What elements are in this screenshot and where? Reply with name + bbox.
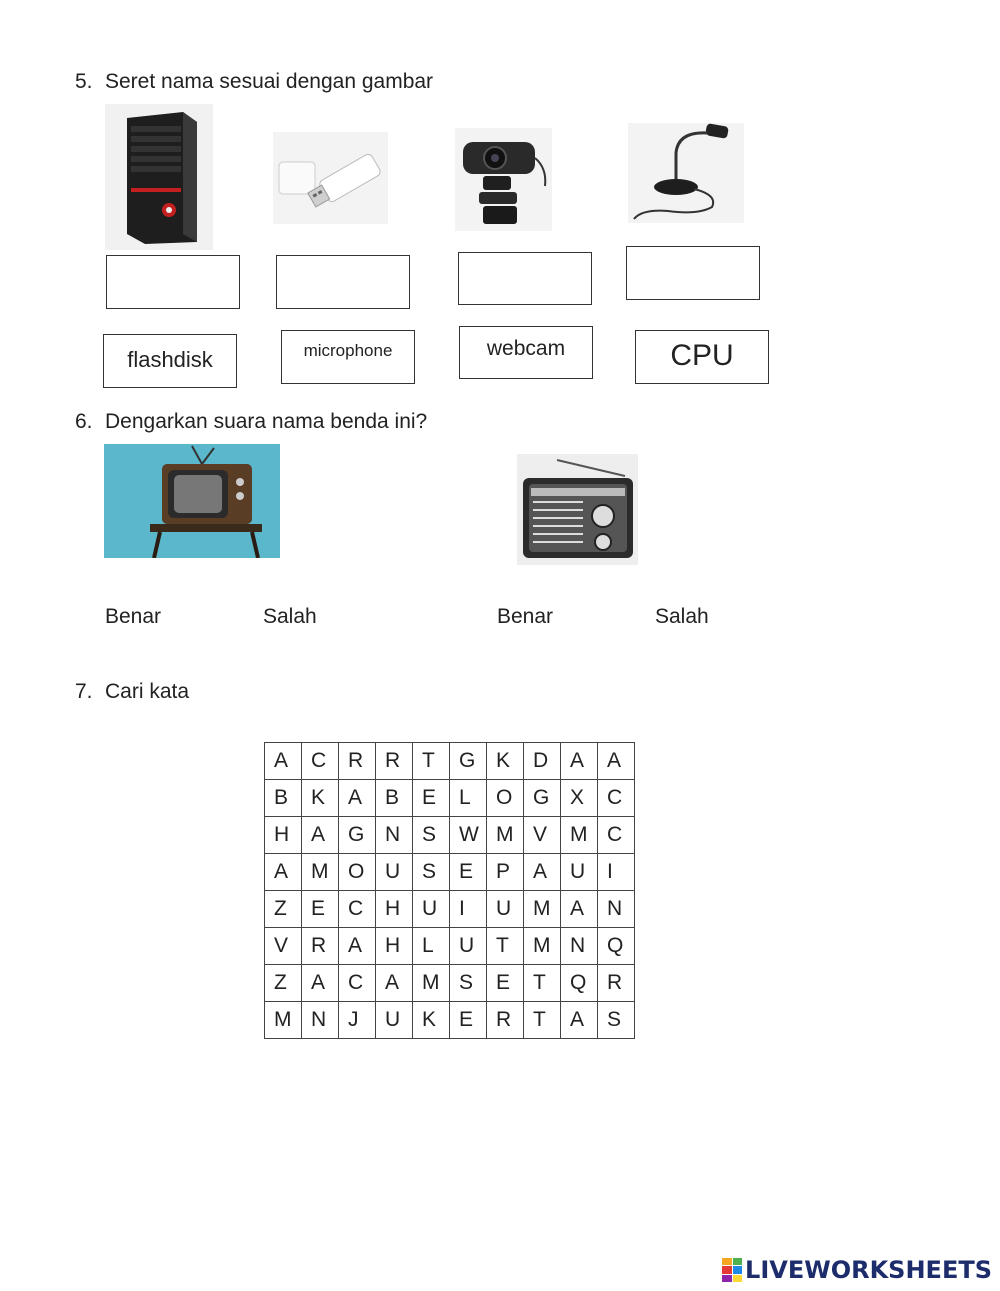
grid-cell[interactable]: C: [339, 965, 376, 1002]
grid-cell[interactable]: L: [450, 780, 487, 817]
logo-text: LIVEWORKSHEETS: [745, 1256, 992, 1284]
webcam-icon: [455, 128, 552, 231]
grid-cell[interactable]: Z: [265, 891, 302, 928]
grid-cell[interactable]: K: [302, 780, 339, 817]
grid-cell[interactable]: I: [598, 854, 635, 891]
grid-cell[interactable]: U: [450, 928, 487, 965]
grid-row: [265, 817, 635, 854]
grid-cell[interactable]: N: [598, 891, 635, 928]
grid-cell[interactable]: N: [376, 817, 413, 854]
q7-prompt: Cari kata: [105, 680, 190, 703]
chip-webcam[interactable]: [459, 326, 593, 379]
grid-cell[interactable]: Q: [598, 928, 635, 965]
grid-cell[interactable]: W: [450, 817, 487, 854]
grid-row: [265, 743, 635, 780]
grid-cell[interactable]: Q: [561, 965, 598, 1002]
q5-prompt: Seret nama sesuai dengan gambar: [105, 70, 434, 93]
grid-cell[interactable]: R: [487, 1002, 524, 1039]
cpu-tower-icon: [105, 104, 213, 250]
grid-cell[interactable]: K: [487, 743, 524, 780]
grid-cell[interactable]: R: [302, 928, 339, 965]
q6-number: 6.: [75, 410, 93, 433]
q6-title: [75, 410, 427, 434]
drop-box-1[interactable]: [106, 255, 240, 309]
q7-number: 7.: [75, 680, 93, 703]
grid-cell[interactable]: M: [265, 1002, 302, 1039]
grid-cell[interactable]: A: [265, 854, 302, 891]
grid-cell[interactable]: A: [376, 965, 413, 1002]
microphone-icon: [628, 123, 744, 223]
grid-cell[interactable]: A: [339, 928, 376, 965]
word-search-grid: [264, 742, 635, 1039]
grid-cell[interactable]: M: [524, 928, 561, 965]
grid-cell[interactable]: S: [413, 817, 450, 854]
grid-row: [265, 780, 635, 817]
grid-cell[interactable]: K: [413, 1002, 450, 1039]
grid-cell[interactable]: A: [561, 1002, 598, 1039]
grid-cell[interactable]: T: [524, 1002, 561, 1039]
chip-flashdisk-label: flashdisk: [127, 347, 213, 372]
grid-cell[interactable]: A: [598, 743, 635, 780]
grid-cell[interactable]: N: [561, 928, 598, 965]
grid-cell[interactable]: R: [376, 743, 413, 780]
grid-cell[interactable]: M: [524, 891, 561, 928]
grid-cell[interactable]: C: [598, 817, 635, 854]
grid-cell[interactable]: H: [265, 817, 302, 854]
chip-cpu[interactable]: [635, 330, 769, 384]
grid-cell[interactable]: U: [413, 891, 450, 928]
grid-cell[interactable]: U: [376, 1002, 413, 1039]
grid-cell[interactable]: S: [413, 854, 450, 891]
grid-cell[interactable]: C: [339, 891, 376, 928]
grid-cell[interactable]: G: [450, 743, 487, 780]
grid-cell[interactable]: A: [302, 817, 339, 854]
grid-cell[interactable]: E: [450, 1002, 487, 1039]
grid-cell[interactable]: A: [561, 891, 598, 928]
option-benar-b[interactable]: Benar: [497, 605, 554, 628]
option-benar-a[interactable]: Benar: [105, 605, 162, 628]
grid-cell[interactable]: M: [413, 965, 450, 1002]
q7-title: [75, 680, 189, 704]
grid-cell[interactable]: R: [339, 743, 376, 780]
grid-row: [265, 965, 635, 1002]
chip-flashdisk[interactable]: [103, 334, 237, 388]
drop-box-3[interactable]: [458, 252, 592, 305]
chip-microphone-label: microphone: [303, 341, 393, 360]
grid-cell[interactable]: J: [339, 1002, 376, 1039]
liveworksheets-logo: [722, 1256, 992, 1284]
television-icon[interactable]: [104, 444, 280, 558]
q5-title: [75, 70, 433, 94]
radio-icon[interactable]: [517, 454, 638, 565]
grid-cell[interactable]: T: [524, 965, 561, 1002]
grid-cell[interactable]: E: [302, 891, 339, 928]
chip-webcam-label: webcam: [486, 337, 566, 360]
grid-cell[interactable]: O: [487, 780, 524, 817]
grid-cell[interactable]: T: [413, 743, 450, 780]
grid-cell[interactable]: A: [265, 743, 302, 780]
grid-cell[interactable]: U: [561, 854, 598, 891]
grid-cell[interactable]: V: [524, 817, 561, 854]
grid-cell[interactable]: X: [561, 780, 598, 817]
grid-cell[interactable]: L: [413, 928, 450, 965]
chip-cpu-label: CPU: [670, 339, 734, 372]
grid-cell[interactable]: G: [339, 817, 376, 854]
grid-cell[interactable]: R: [598, 965, 635, 1002]
grid-cell[interactable]: A: [302, 965, 339, 1002]
chip-microphone[interactable]: [281, 330, 415, 384]
grid-cell[interactable]: A: [339, 780, 376, 817]
grid-cell[interactable]: O: [339, 854, 376, 891]
grid-cell[interactable]: M: [487, 817, 524, 854]
grid-cell[interactable]: A: [561, 743, 598, 780]
grid-cell[interactable]: C: [302, 743, 339, 780]
q6-prompt: Dengarkan suara nama benda ini?: [105, 410, 428, 433]
grid-cell[interactable]: C: [598, 780, 635, 817]
grid-cell[interactable]: U: [376, 854, 413, 891]
grid-cell[interactable]: H: [376, 928, 413, 965]
grid-cell[interactable]: V: [265, 928, 302, 965]
grid-cell[interactable]: B: [265, 780, 302, 817]
grid-cell[interactable]: E: [450, 854, 487, 891]
grid-cell[interactable]: D: [524, 743, 561, 780]
grid-row: [265, 891, 635, 928]
option-salah-b[interactable]: Salah: [655, 605, 709, 628]
grid-cell[interactable]: A: [524, 854, 561, 891]
grid-cell[interactable]: E: [413, 780, 450, 817]
grid-cell[interactable]: N: [302, 1002, 339, 1039]
grid-cell[interactable]: S: [450, 965, 487, 1002]
grid-cell[interactable]: M: [302, 854, 339, 891]
grid-cell[interactable]: Z: [265, 965, 302, 1002]
grid-cell[interactable]: B: [376, 780, 413, 817]
grid-cell[interactable]: U: [487, 891, 524, 928]
option-salah-a[interactable]: Salah: [263, 605, 317, 628]
q5-number: 5.: [75, 70, 93, 93]
grid-cell[interactable]: E: [487, 965, 524, 1002]
logo-mark-icon: [722, 1258, 742, 1282]
drop-box-4[interactable]: [626, 246, 760, 300]
grid-row: [265, 928, 635, 965]
drop-box-2[interactable]: [276, 255, 410, 309]
grid-cell[interactable]: T: [487, 928, 524, 965]
grid-row: [265, 854, 635, 891]
grid-cell[interactable]: P: [487, 854, 524, 891]
grid-cell[interactable]: I: [450, 891, 487, 928]
grid-cell[interactable]: M: [561, 817, 598, 854]
grid-cell[interactable]: H: [376, 891, 413, 928]
grid-cell[interactable]: S: [598, 1002, 635, 1039]
grid-row: [265, 1002, 635, 1039]
flashdisk-icon: [273, 132, 388, 224]
grid-cell[interactable]: G: [524, 780, 561, 817]
